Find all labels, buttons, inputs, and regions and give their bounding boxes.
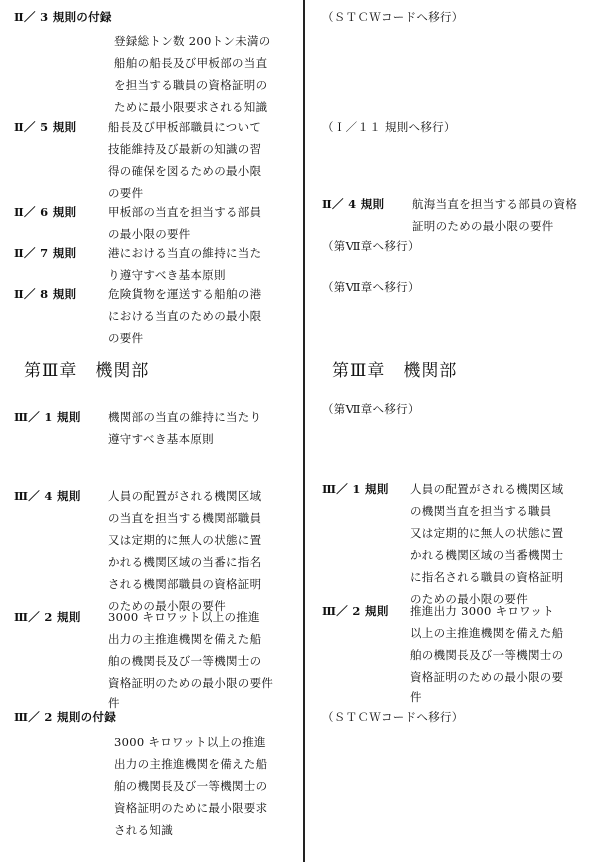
description-line: 出力の主推進機関を備えた船 xyxy=(114,757,268,771)
description-line: 人員の配置がされる機関区域 xyxy=(108,489,262,503)
description-line: かれる機関区域の当番に指名 xyxy=(108,555,262,569)
description-line: 船舶の船長及び甲板部の当直 xyxy=(114,56,268,70)
column-divider xyxy=(303,0,305,862)
description-line: を担当する職員の資格証明の xyxy=(114,78,268,92)
description-line: に指名される職員の資格証明 xyxy=(410,570,564,584)
regulation-ref: Ⅲ／ 2 規則 xyxy=(14,610,81,624)
regulation-ref: Ⅲ／ 2 規則 xyxy=(322,604,389,618)
transfer-note: （ＳＴＣＷコードへ移行） xyxy=(322,710,464,724)
description-line: される知識 xyxy=(114,823,173,837)
description-line: 証明のための最小限の要件 xyxy=(412,219,554,233)
transfer-note: （ＳＴＣＷコードへ移行） xyxy=(322,10,464,24)
regulation-ref: Ⅱ／ 7 規則 xyxy=(14,246,77,260)
description-line: のための最小限の要件 xyxy=(410,592,528,606)
description-line: 港における当直の維持に当た xyxy=(108,246,262,260)
regulation-ref: Ⅱ／ 5 規則 xyxy=(14,120,77,134)
regulation-ref: Ⅱ／ 4 規則 xyxy=(322,197,385,211)
regulation-ref: Ⅲ／ 1 規則 xyxy=(14,410,81,424)
transfer-note: （Ｉ／１１ 規則へ移行） xyxy=(322,120,456,134)
chapter-heading: 第Ⅲ章 機関部 xyxy=(24,361,150,381)
description-line: のための最小限の要件 xyxy=(108,599,226,613)
description-line: 遵守すべき基本原則 xyxy=(108,432,214,446)
description-line: 機関部の当直の維持に当たり xyxy=(108,410,262,424)
transfer-note: （第Ⅶ章へ移行） xyxy=(322,280,420,294)
transfer-note: （第Ⅶ章へ移行） xyxy=(322,402,420,416)
description-line: の当直を担当する機関部職員 xyxy=(108,511,262,525)
description-line: 件 xyxy=(410,690,422,704)
description-line: 航海当直を担当する部員の資格 xyxy=(412,197,578,211)
transfer-note: （第Ⅶ章へ移行） xyxy=(322,239,420,253)
regulation-ref: Ⅲ／ 4 規則 xyxy=(14,489,81,503)
description-line: り遵守すべき基本原則 xyxy=(108,268,226,282)
description-line: 以上の主推進機関を備えた船 xyxy=(410,626,564,640)
description-line: 又は定期的に無人の状態に置 xyxy=(108,533,262,547)
chapter-heading: 第Ⅲ章 機関部 xyxy=(332,361,458,381)
description-line: 舶の機関長及び一等機関士の xyxy=(410,648,564,662)
description-line: の機関当直を担当する職員 xyxy=(410,504,552,518)
description-line: 3000 キロワット以上の推進 xyxy=(108,610,260,624)
description-line: の要件 xyxy=(108,186,144,200)
description-line: 出力の主推進機関を備えた船 xyxy=(108,632,262,646)
regulation-ref: Ⅱ／ 6 規則 xyxy=(14,205,77,219)
description-line: 得の確保を図るための最小限 xyxy=(108,164,262,178)
regulation-ref: Ⅱ／ 3 規則の付録 xyxy=(14,10,112,24)
description-line: 甲板部の当直を担当する部員 xyxy=(108,205,262,219)
description-line: ために最小限要求される知識 xyxy=(114,100,268,114)
regulation-ref: Ⅲ／ 2 規則の付録 xyxy=(14,710,117,724)
description-line: 登録総トン数 200トン未満の xyxy=(114,34,271,48)
description-line: 人員の配置がされる機関区域 xyxy=(410,482,564,496)
description-line: 舶の機関長及び一等機関士の xyxy=(114,779,268,793)
description-line: の最小限の要件 xyxy=(108,227,191,241)
regulation-ref: Ⅱ／ 8 規則 xyxy=(14,287,77,301)
description-line: 技能維持及び最新の知識の習 xyxy=(108,142,262,156)
description-line: 推進出力 3000 キロワット xyxy=(410,604,555,618)
description-line: かれる機関区域の当番機関士 xyxy=(410,548,564,562)
description-line: 3000 キロワット以上の推進 xyxy=(114,735,266,749)
regulation-ref: Ⅲ／ 1 規則 xyxy=(322,482,389,496)
description-line: 船長及び甲板部職員について xyxy=(108,120,262,134)
description-line: される機関部職員の資格証明 xyxy=(108,577,262,591)
description-line: 資格証明のために最小限要求 xyxy=(114,801,268,815)
description-line: における当直のための最小限 xyxy=(108,309,262,323)
description-line: 資格証明のための最小限の要件 xyxy=(108,676,274,690)
description-line: 又は定期的に無人の状態に置 xyxy=(410,526,564,540)
description-line: の要件 xyxy=(108,331,144,345)
description-line: 件 xyxy=(108,696,120,710)
description-line: 危険貨物を運送する船舶の港 xyxy=(108,287,262,301)
description-line: 舶の機関長及び一等機関士の xyxy=(108,654,262,668)
description-line: 資格証明のための最小限の要 xyxy=(410,670,564,684)
